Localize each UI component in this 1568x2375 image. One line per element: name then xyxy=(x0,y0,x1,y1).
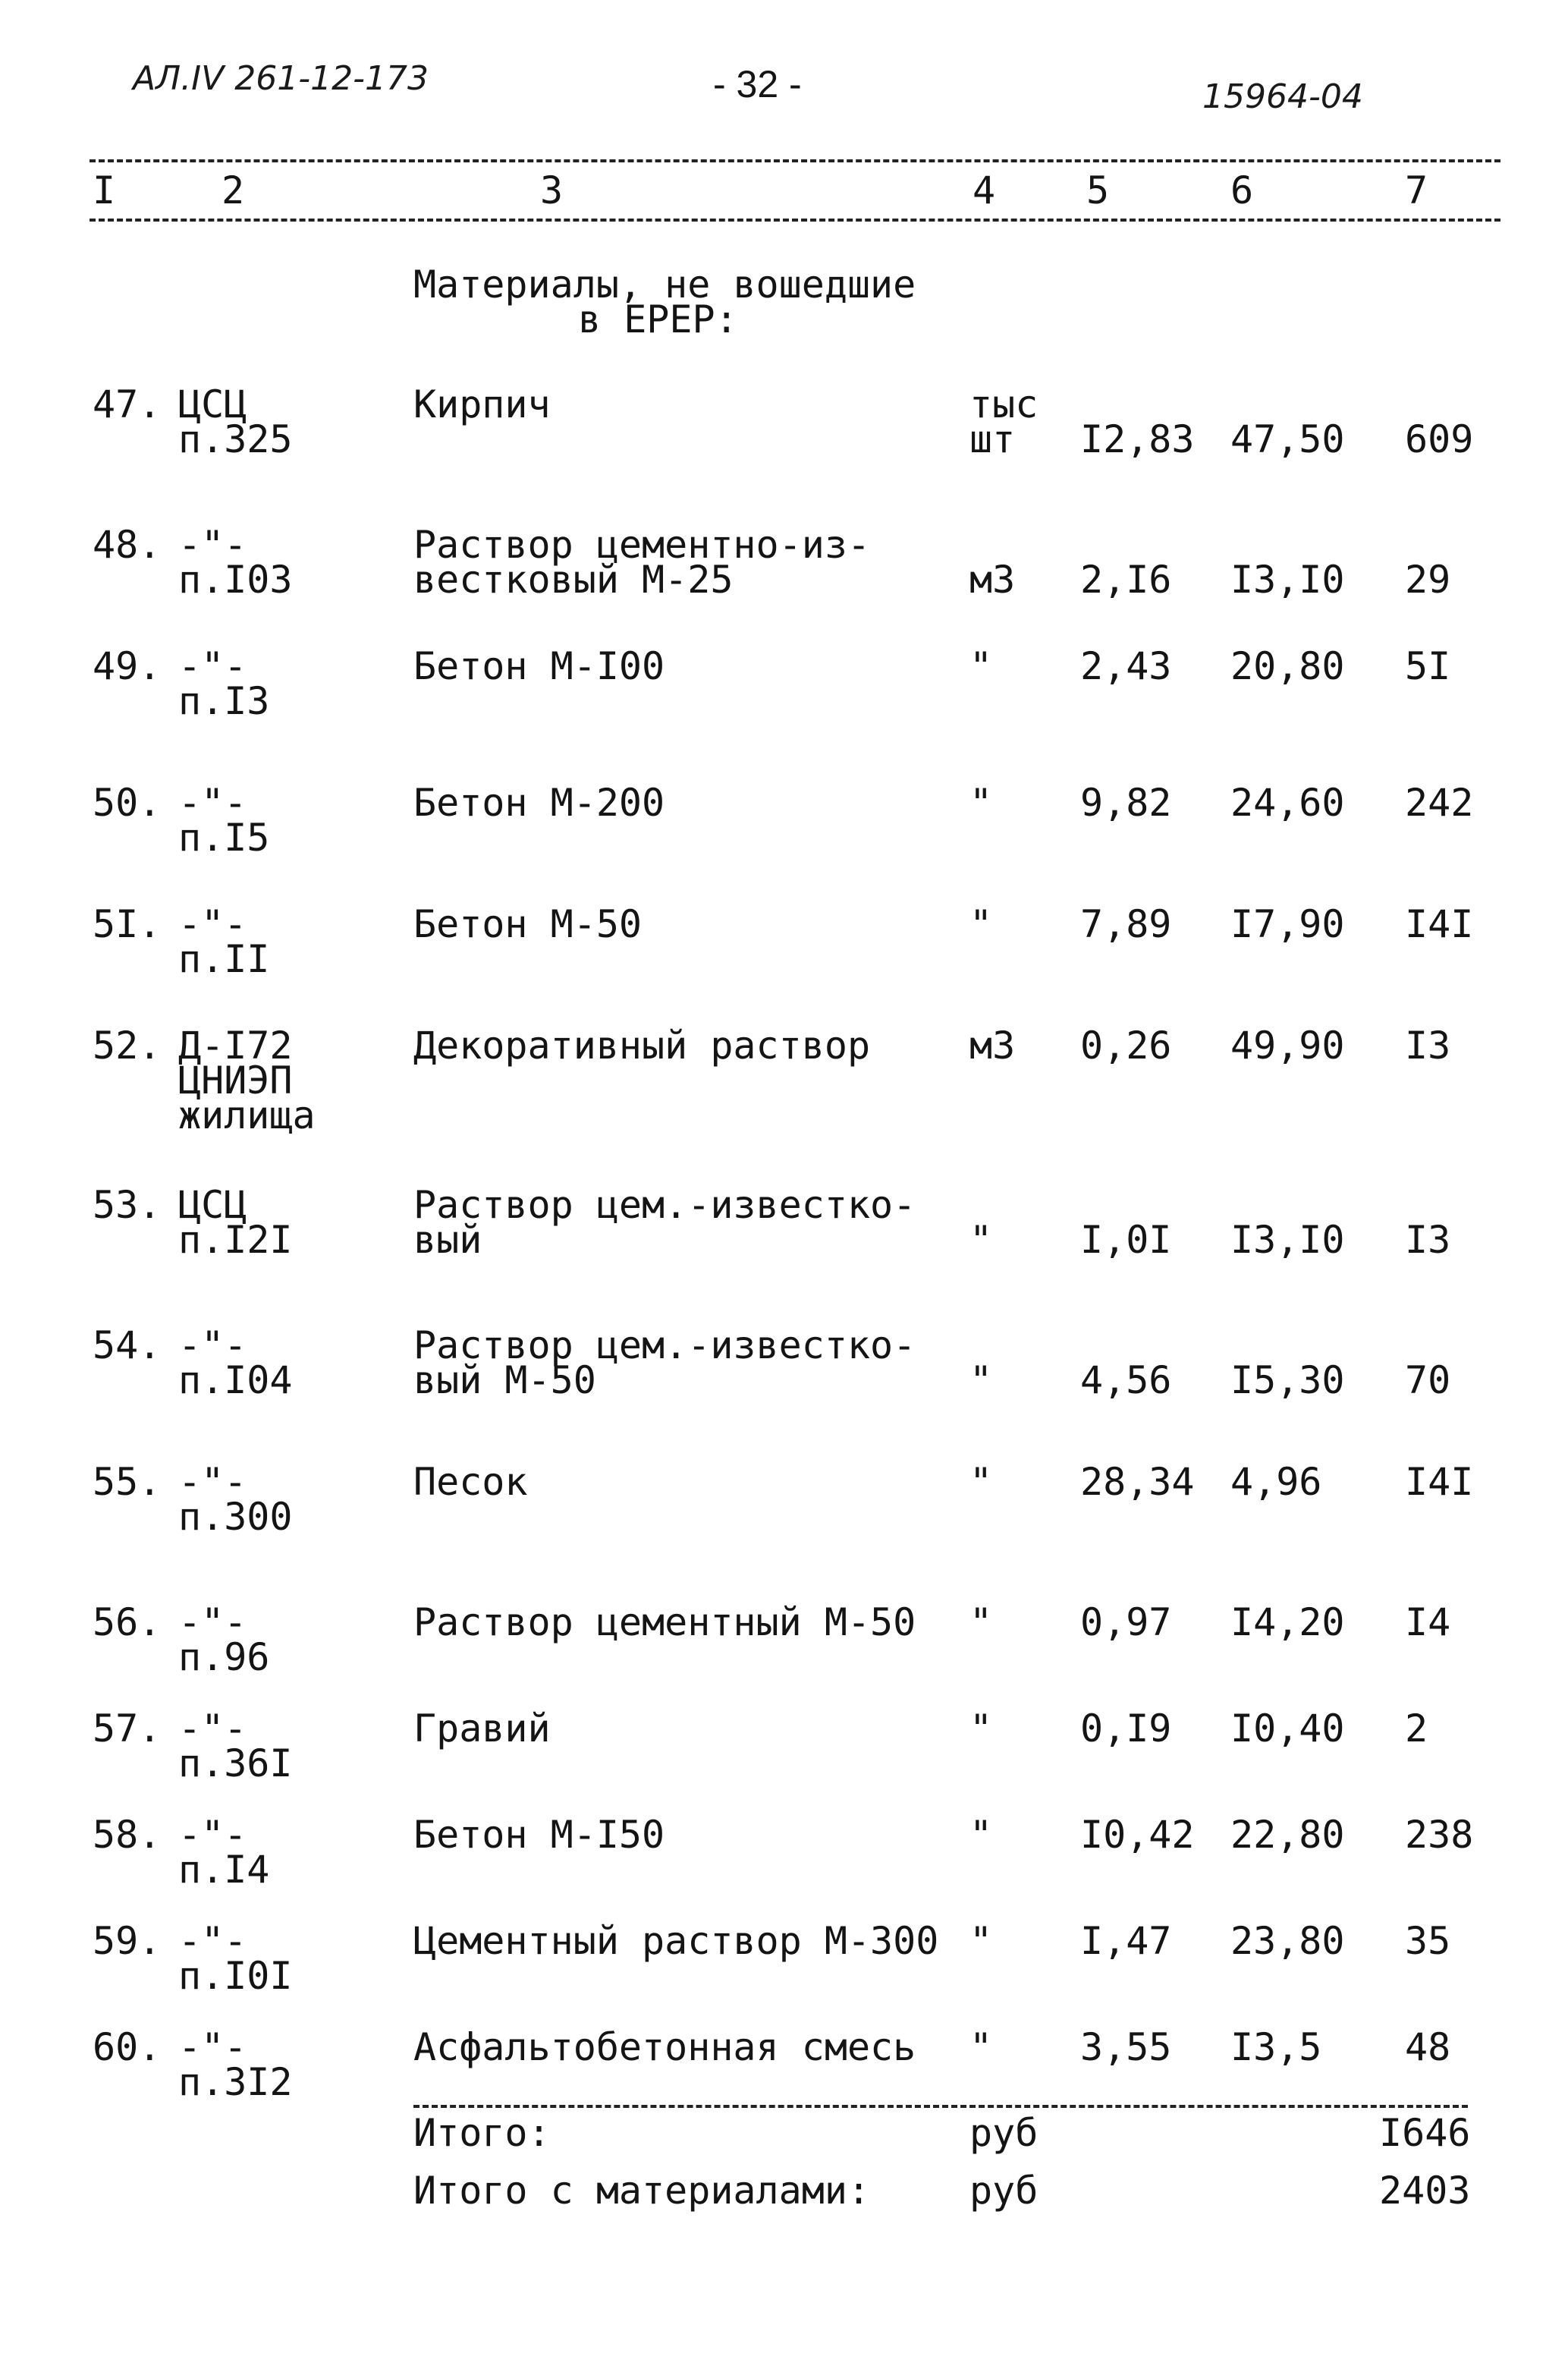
row-price: I0,40 xyxy=(1230,1707,1345,1751)
col-num-5: 5 xyxy=(1086,168,1110,212)
row-unit: " xyxy=(969,1919,993,1963)
row-number: 50. xyxy=(93,781,162,825)
row-source: -"- xyxy=(178,1707,247,1751)
summary-label: Итого: xyxy=(413,2111,551,2155)
row-quantity: I2,83 xyxy=(1080,417,1195,461)
row-source: п.325 xyxy=(178,417,293,461)
row-number: 48. xyxy=(93,523,162,567)
row-unit: тыс xyxy=(969,382,1039,426)
row-price: 24,60 xyxy=(1230,781,1345,825)
row-quantity: I,47 xyxy=(1080,1919,1172,1963)
row-name: Песок xyxy=(413,1460,528,1504)
row-unit: " xyxy=(969,1600,993,1644)
row-source: п.I3 xyxy=(178,679,270,723)
row-total: 242 xyxy=(1405,781,1474,825)
row-name: Бетон М-I50 xyxy=(413,1813,665,1857)
summary-total: I646 xyxy=(1379,2111,1471,2155)
row-source: п.I4 xyxy=(178,1848,270,1892)
row-price: 22,80 xyxy=(1230,1813,1345,1857)
row-quantity: 4,56 xyxy=(1080,1358,1172,1402)
row-name: Раствор цементный М-50 xyxy=(413,1600,916,1644)
row-quantity: 9,82 xyxy=(1080,781,1172,825)
row-source: -"- xyxy=(178,1323,247,1367)
row-quantity: 28,34 xyxy=(1080,1460,1195,1504)
row-price: I5,30 xyxy=(1230,1358,1345,1402)
row-number: 53. xyxy=(93,1183,162,1227)
row-source: п.I2I xyxy=(178,1218,293,1262)
row-price: I3,I0 xyxy=(1230,1218,1345,1262)
row-name: Асфальтобетонная смесь xyxy=(413,2025,916,2069)
col-num-1: I xyxy=(93,168,116,212)
row-unit: " xyxy=(969,1707,993,1751)
row-source: п.I04 xyxy=(178,1358,293,1402)
row-unit: " xyxy=(969,2025,993,2069)
row-name: Цементный раствор М-300 xyxy=(413,1919,939,1963)
row-price: I7,90 xyxy=(1230,902,1345,946)
row-total: I4I xyxy=(1405,1460,1474,1504)
header-bottom-rule xyxy=(90,219,1500,222)
row-source: -"- xyxy=(178,2025,247,2069)
row-unit: " xyxy=(969,902,993,946)
row-source: п.I5 xyxy=(178,816,270,860)
row-name: Кирпич xyxy=(413,382,551,426)
page-number: - 32 - xyxy=(713,63,802,105)
row-quantity: 0,I9 xyxy=(1080,1707,1172,1751)
row-name: вестковый М-25 xyxy=(413,558,734,602)
row-quantity: 7,89 xyxy=(1080,902,1172,946)
col-num-2: 2 xyxy=(222,168,245,212)
row-total: I3 xyxy=(1405,1218,1451,1262)
row-unit: шт xyxy=(969,417,1016,461)
row-number: 55. xyxy=(93,1460,162,1504)
row-total: I4 xyxy=(1405,1600,1451,1644)
row-total: 70 xyxy=(1405,1358,1451,1402)
row-total: 5I xyxy=(1405,644,1451,688)
summary-label: Итого с материалами: xyxy=(413,2169,871,2213)
row-unit: " xyxy=(969,1460,993,1504)
row-price: 49,90 xyxy=(1230,1024,1345,1068)
row-name: Раствор цементно-из- xyxy=(413,523,871,567)
row-price: 20,80 xyxy=(1230,644,1345,688)
row-source: п.300 xyxy=(178,1495,293,1539)
row-number: 54. xyxy=(93,1323,162,1367)
row-source: п.I0I xyxy=(178,1954,293,1998)
col-num-4: 4 xyxy=(973,168,996,212)
row-name: Раствор цем.-известко- xyxy=(413,1183,916,1227)
row-source: п.3I2 xyxy=(178,2060,293,2104)
row-quantity: 2,I6 xyxy=(1080,558,1172,602)
row-source: -"- xyxy=(178,644,247,688)
row-source: ЦНИЭП xyxy=(178,1059,293,1103)
summary-unit: руб xyxy=(969,2169,1039,2213)
row-quantity: 3,55 xyxy=(1080,2025,1172,2069)
row-total: 2 xyxy=(1405,1707,1428,1751)
row-source: -"- xyxy=(178,523,247,567)
row-name: вый М-50 xyxy=(413,1358,596,1402)
doc-code-right: 15964-04 xyxy=(1202,77,1363,116)
row-unit: м3 xyxy=(969,1024,1016,1068)
row-total: I3 xyxy=(1405,1024,1451,1068)
row-source: -"- xyxy=(178,781,247,825)
total-rule xyxy=(413,2105,1468,2108)
row-name: вый xyxy=(413,1218,482,1262)
row-number: 58. xyxy=(93,1813,162,1857)
row-source: жилища xyxy=(178,1093,316,1137)
row-source: ЦСЦ xyxy=(178,382,247,426)
row-number: 59. xyxy=(93,1919,162,1963)
row-total: 609 xyxy=(1405,417,1474,461)
row-unit: " xyxy=(969,1218,993,1262)
row-source: п.96 xyxy=(178,1635,270,1679)
row-source: -"- xyxy=(178,1919,247,1963)
summary-total: 2403 xyxy=(1379,2169,1471,2213)
row-source: Д-I72 xyxy=(178,1024,293,1068)
row-name: Декоративный раствор xyxy=(413,1024,871,1068)
section-title-line-1: Материалы, не вошедшие xyxy=(413,263,916,307)
row-unit: " xyxy=(969,1813,993,1857)
col-num-7: 7 xyxy=(1405,168,1428,212)
row-price: I3,I0 xyxy=(1230,558,1345,602)
section-title-line-2: в ЕРЕР: xyxy=(578,297,738,341)
doc-code-left: АЛ.IV 261-12-173 xyxy=(133,59,429,98)
row-source: п.I03 xyxy=(178,558,293,602)
row-price: 23,80 xyxy=(1230,1919,1345,1963)
row-source: п.36I xyxy=(178,1741,293,1785)
row-name: Гравий xyxy=(413,1707,551,1751)
row-name: Раствор цем.-известко- xyxy=(413,1323,916,1367)
row-source: п.II xyxy=(178,937,270,981)
row-unit: " xyxy=(969,1358,993,1402)
row-total: 238 xyxy=(1405,1813,1474,1857)
row-name: Бетон М-200 xyxy=(413,781,665,825)
row-number: 5I. xyxy=(93,902,162,946)
row-total: I4I xyxy=(1405,902,1474,946)
row-quantity: 2,43 xyxy=(1080,644,1172,688)
row-unit: " xyxy=(969,644,993,688)
row-source: -"- xyxy=(178,1600,247,1644)
row-total: 29 xyxy=(1405,558,1451,602)
row-number: 47. xyxy=(93,382,162,426)
header-top-rule xyxy=(90,159,1500,162)
summary-unit: руб xyxy=(969,2111,1039,2155)
row-name: Бетон М-50 xyxy=(413,902,643,946)
row-quantity: 0,26 xyxy=(1080,1024,1172,1068)
col-num-6: 6 xyxy=(1230,168,1254,212)
row-total: 48 xyxy=(1405,2025,1451,2069)
row-quantity: I0,42 xyxy=(1080,1813,1195,1857)
row-number: 56. xyxy=(93,1600,162,1644)
row-quantity: I,0I xyxy=(1080,1218,1172,1262)
row-price: I4,20 xyxy=(1230,1600,1345,1644)
row-price: 4,96 xyxy=(1230,1460,1322,1504)
row-name: Бетон М-I00 xyxy=(413,644,665,688)
row-number: 52. xyxy=(93,1024,162,1068)
row-source: -"- xyxy=(178,1813,247,1857)
row-unit: м3 xyxy=(969,558,1016,602)
row-number: 60. xyxy=(93,2025,162,2069)
row-price: I3,5 xyxy=(1230,2025,1322,2069)
row-unit: " xyxy=(969,781,993,825)
row-number: 49. xyxy=(93,644,162,688)
row-source: -"- xyxy=(178,902,247,946)
row-number: 57. xyxy=(93,1707,162,1751)
row-total: 35 xyxy=(1405,1919,1451,1963)
col-num-3: 3 xyxy=(540,168,564,212)
row-source: -"- xyxy=(178,1460,247,1504)
row-quantity: 0,97 xyxy=(1080,1600,1172,1644)
row-price: 47,50 xyxy=(1230,417,1345,461)
row-source: ЦСЦ xyxy=(178,1183,247,1227)
